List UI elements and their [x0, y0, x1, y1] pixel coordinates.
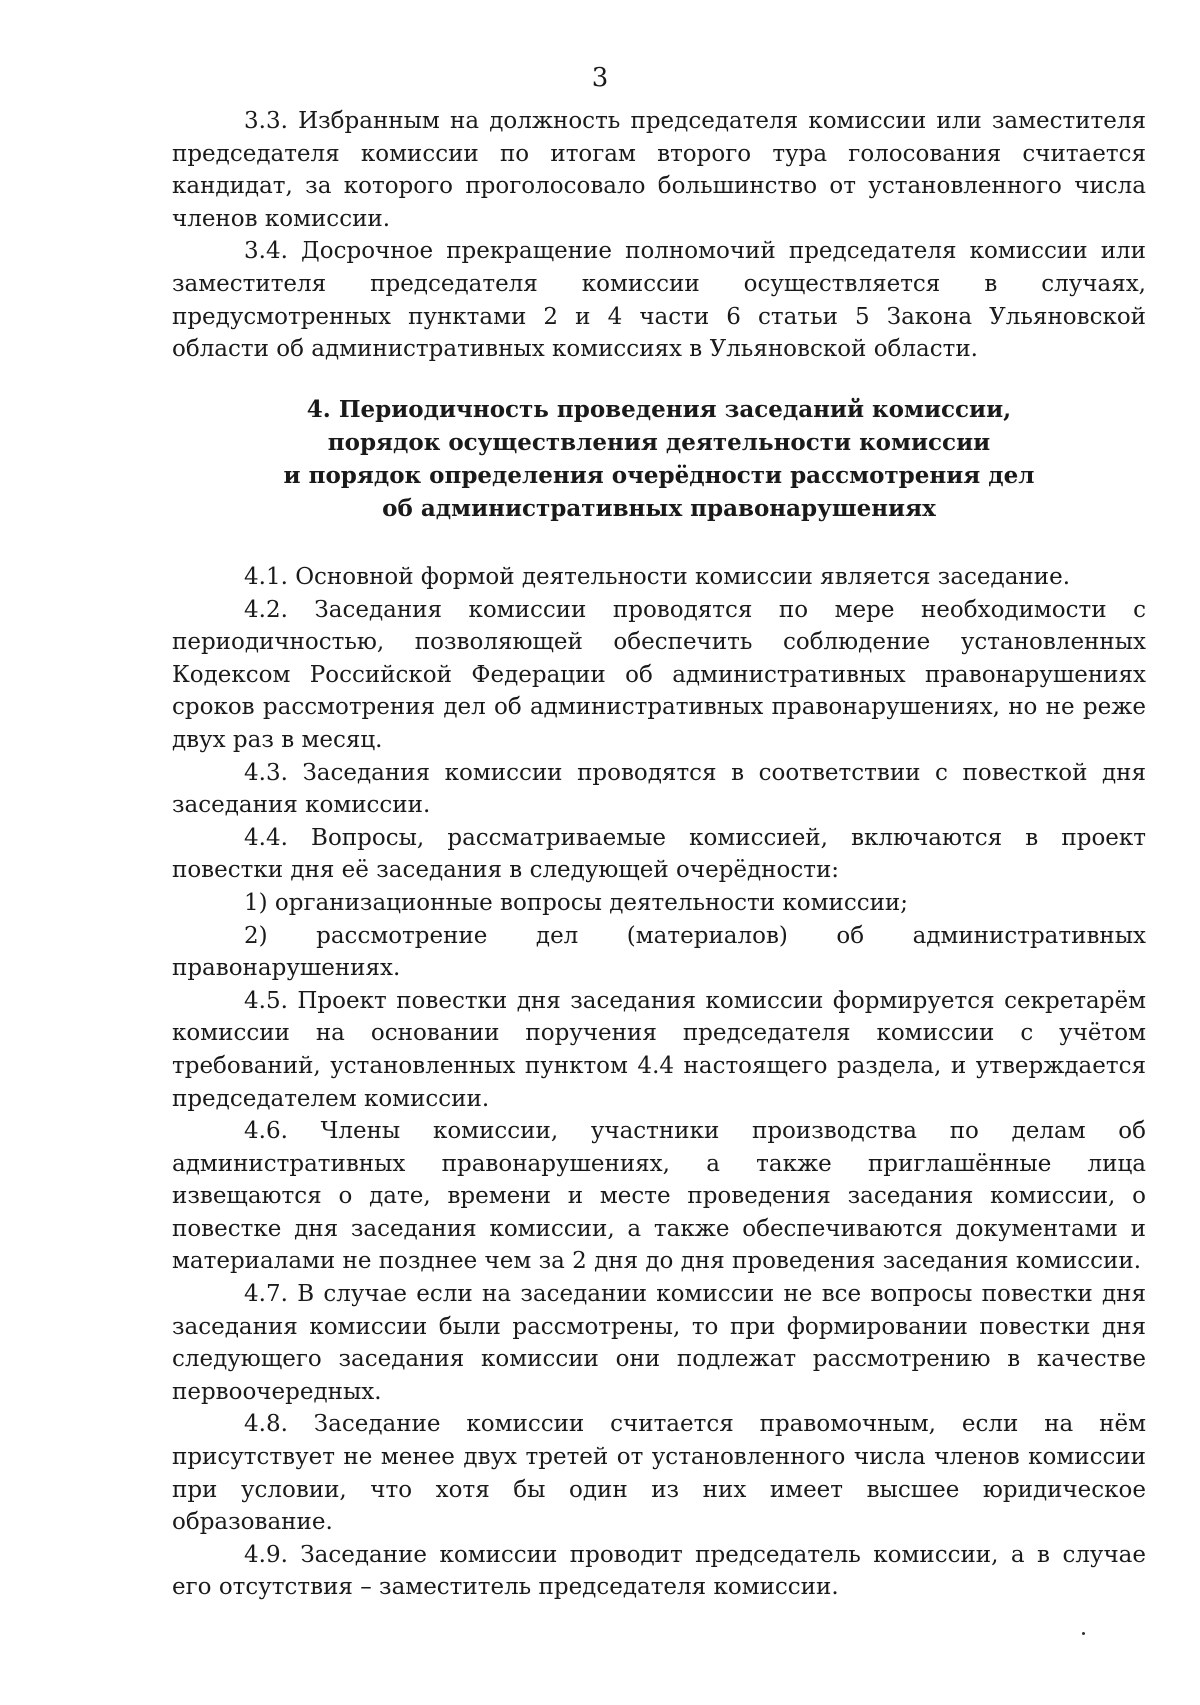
section-heading-line: 4. Периодичность проведения заседаний комиссии, [306, 396, 1012, 423]
paragraph-4-2: 4.2. Заседания комиссии проводятся по мере необходимости с периодичностью, позволяющей обеспечить соблюдение установленных Кодексом Российской Федерации об административных правонарушениях сроков рассмотрения дел об административных правонарушениях, но не реже двух раз в месяц. [172, 596, 1146, 753]
list-item-1: 1) организационные вопросы деятельности комиссии; [244, 889, 909, 916]
paragraph-4-3: 4.3. Заседания комиссии проводятся в соответствии с повесткой дня заседания комиссии. [172, 759, 1146, 819]
paragraph-4-7: 4.7. В случае если на заседании комиссии не все вопросы повестки дня заседания комиссии были рассмотрены, то при формировании повестки дня следующего заседания комиссии они подлежат рассмотрению в качестве первоочередных. [172, 1281, 1146, 1405]
paragraph-4-1: 4.1. Основной формой деятельности комиссии является заседание. [244, 564, 1071, 590]
section-heading-line: порядок осуществления деятельности комиссии [327, 429, 991, 456]
section-heading [172, 393, 1146, 525]
paragraph-4-9: 4.9. Заседание комиссии проводит председатель комиссии, а в случае его отсутствия – заместитель председателя комиссии. [172, 1541, 1146, 1601]
paragraph-4-6: 4.6. Члены комиссии, участники производства по делам об административных правонарушениях, а также приглашённые лица извещаются о дате, времени и месте проведения заседания комиссии, о повестке дня заседания комиссии, а также обеспечиваются документами и материалами не позднее чем за 2 дня до дня проведения заседания комиссии. [172, 1118, 1146, 1275]
list-item-2: 2) рассмотрение дел (материалов) об административных правонарушениях. [172, 922, 1146, 982]
scan-speck [1082, 1632, 1085, 1635]
paragraph-4-5: 4.5. Проект повестки дня заседания комиссии формируется секретарём комиссии на основании поручения председателя комиссии с учётом требований, установленных пунктом 4.4 настоящего раздела, и утверждается председателем комиссии. [172, 987, 1146, 1112]
section-heading-line: и порядок определения очерёдности рассмотрения дел [283, 462, 1035, 489]
section-4-text-block [172, 561, 1146, 1604]
paragraph-3-3: 3.3. Избранным на должность председателя комиссии или заместителя председателя комиссии по итогам второго тура голосования считается кандидат, за которого проголосовало большинство от установленного числа членов комиссии. [172, 108, 1146, 232]
paragraph-4-4: 4.4. Вопросы, рассматриваемые комиссией, включаются в проект повестки дня её заседания в следующей очерёдности: [172, 824, 1146, 884]
intro-text-block [172, 105, 1146, 366]
page-number: 3 [591, 63, 609, 93]
paragraph-4-8: 4.8. Заседание комиссии считается правомочным, если на нём присутствует не менее двух третей от установленного числа членов комиссии при условии, что хотя бы один из них имеет высшее юридическое образование. [172, 1411, 1146, 1536]
section-heading-line: об административных правонарушениях [382, 495, 936, 522]
paragraph-3-4: 3.4. Досрочное прекращение полномочий председателя комиссии или заместителя председателя комиссии осуществляется в случаях, предусмотренных пунктами 2 и 4 части 6 статьи 5 Закона Ульяновской области об административных комиссиях в Ульяновской области. [172, 238, 1146, 363]
